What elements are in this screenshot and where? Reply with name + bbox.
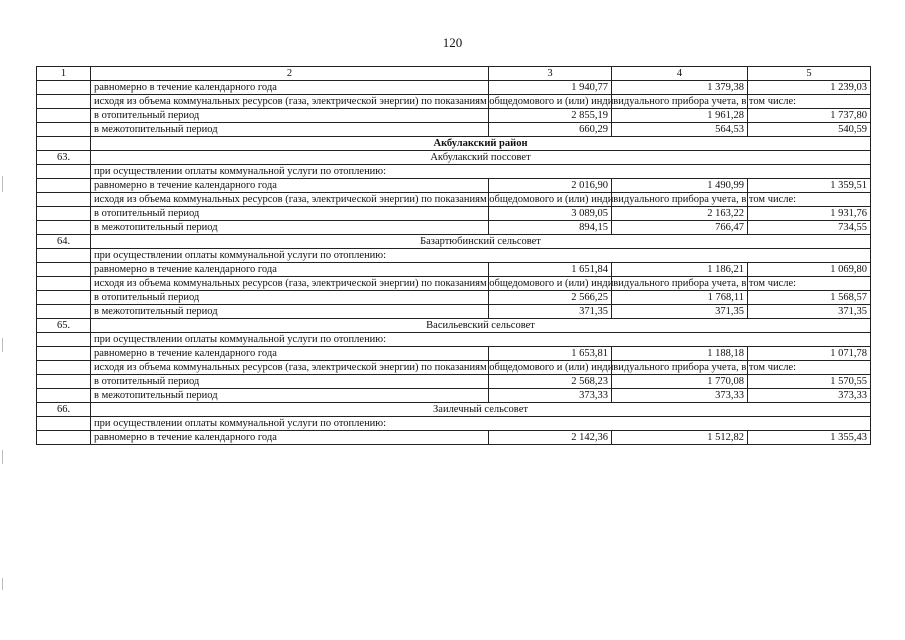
settlement-name: Васильевский сельсовет	[91, 319, 871, 333]
payment-note: при осуществлении оплаты коммунальной услуги по отоплению:	[91, 417, 871, 431]
payment-note: при осуществлении оплаты коммунальной услуги по отоплению:	[91, 249, 871, 263]
value-col-3: 1 651,84	[489, 263, 612, 277]
row-number	[37, 305, 91, 319]
row-number	[37, 389, 91, 403]
row-number	[37, 431, 91, 445]
row-number	[37, 277, 91, 291]
scan-margin-mark	[2, 176, 3, 192]
payment-note-row	[37, 417, 871, 431]
scan-margin-mark	[2, 578, 3, 590]
payment-note: при осуществлении оплаты коммунальной услуги по отоплению:	[91, 165, 871, 179]
value-col-5: 540,59	[748, 123, 871, 137]
value-col-5: 1 931,76	[748, 207, 871, 221]
row-label: в отопительный период	[91, 109, 489, 123]
value-col-4: 371,35	[612, 305, 748, 319]
value-col-5: 1 355,43	[748, 431, 871, 445]
table-row	[37, 123, 871, 137]
payment-note-row	[37, 333, 871, 347]
value-col-3: 2 568,23	[489, 375, 612, 389]
table-row	[37, 221, 871, 235]
value-col-3: 894,15	[489, 221, 612, 235]
table-row	[37, 81, 871, 95]
district-name: Акбулакский район	[91, 137, 871, 151]
row-label: равномерно в течение календарного года	[91, 347, 489, 361]
table-row	[37, 305, 871, 319]
column-number: 3	[489, 67, 612, 81]
settlement-row	[37, 319, 871, 333]
table-row	[37, 375, 871, 389]
row-label: равномерно в течение календарного года	[91, 179, 489, 193]
row-number	[37, 193, 91, 207]
scan-margin-mark	[2, 450, 3, 464]
row-label: в отопительный период	[91, 207, 489, 221]
column-number-row	[37, 67, 871, 81]
table-row	[37, 193, 871, 207]
payment-note-row	[37, 249, 871, 263]
table-row	[37, 291, 871, 305]
row-number	[37, 179, 91, 193]
row-number: 63.	[37, 151, 91, 165]
value-col-3: 2 855,19	[489, 109, 612, 123]
row-number	[37, 375, 91, 389]
row-number: 65.	[37, 319, 91, 333]
value-col-4: 1 379,38	[612, 81, 748, 95]
row-label: в межотопительный период	[91, 305, 489, 319]
value-col-3: 2 016,90	[489, 179, 612, 193]
row-label: в отопительный период	[91, 375, 489, 389]
value-col-3: 660,29	[489, 123, 612, 137]
table-row	[37, 207, 871, 221]
column-number: 4	[612, 67, 748, 81]
value-col-5: 1 359,51	[748, 179, 871, 193]
row-number	[37, 123, 91, 137]
value-col-3: 2 142,36	[489, 431, 612, 445]
row-label: равномерно в течение календарного года	[91, 81, 489, 95]
value-col-4: 766,47	[612, 221, 748, 235]
value-col-3: 1 653,81	[489, 347, 612, 361]
table-row	[37, 179, 871, 193]
value-col-4: 1 186,21	[612, 263, 748, 277]
row-number	[37, 333, 91, 347]
row-number	[37, 137, 91, 151]
district-row	[37, 137, 871, 151]
value-col-4: 1 512,82	[612, 431, 748, 445]
row-number	[37, 417, 91, 431]
row-number	[37, 109, 91, 123]
value-col-4: 564,53	[612, 123, 748, 137]
value-col-5: 1 568,57	[748, 291, 871, 305]
value-col-5: 1 570,55	[748, 375, 871, 389]
table-row	[37, 95, 871, 109]
row-number	[37, 361, 91, 375]
row-number	[37, 95, 91, 109]
value-col-5: 1 737,80	[748, 109, 871, 123]
row-label: исходя из объема коммунальных ресурсов (газа, электрической энергии) по показаниям общедомового и (или) индивидуального прибора учета, в том числе:	[91, 193, 489, 207]
table-row	[37, 263, 871, 277]
row-number	[37, 347, 91, 361]
payment-note: при осуществлении оплаты коммунальной услуги по отоплению:	[91, 333, 871, 347]
value-col-4: 1 770,08	[612, 375, 748, 389]
value-col-4: 1 961,28	[612, 109, 748, 123]
row-label: в отопительный период	[91, 291, 489, 305]
value-col-3: 373,33	[489, 389, 612, 403]
row-label: в межотопительный период	[91, 123, 489, 137]
value-col-4: 1 768,11	[612, 291, 748, 305]
row-label: исходя из объема коммунальных ресурсов (газа, электрической энергии) по показаниям общедомового и (или) индивидуального прибора учета, в том числе:	[91, 361, 489, 375]
row-number: 66.	[37, 403, 91, 417]
row-number	[37, 263, 91, 277]
settlement-name: Заилечный сельсовет	[91, 403, 871, 417]
table-row	[37, 389, 871, 403]
settlement-row	[37, 403, 871, 417]
row-number	[37, 165, 91, 179]
row-label: равномерно в течение календарного года	[91, 263, 489, 277]
tariff-table	[36, 66, 871, 445]
row-number	[37, 249, 91, 263]
value-col-5: 1 071,78	[748, 347, 871, 361]
row-number	[37, 221, 91, 235]
row-label: в межотопительный период	[91, 389, 489, 403]
value-col-3: 3 089,05	[489, 207, 612, 221]
row-label: исходя из объема коммунальных ресурсов (газа, электрической энергии) по показаниям общедомового и (или) индивидуального прибора учета, в том числе:	[91, 95, 489, 109]
value-col-4: 373,33	[612, 389, 748, 403]
settlement-row	[37, 235, 871, 249]
value-col-5: 1 069,80	[748, 263, 871, 277]
table-row	[37, 361, 871, 375]
row-number	[37, 81, 91, 95]
row-number	[37, 207, 91, 221]
row-label: равномерно в течение календарного года	[91, 431, 489, 445]
value-col-4: 2 163,22	[612, 207, 748, 221]
value-col-3: 2 566,25	[489, 291, 612, 305]
value-col-5: 1 239,03	[748, 81, 871, 95]
value-col-4: 1 490,99	[612, 179, 748, 193]
value-col-3: 371,35	[489, 305, 612, 319]
row-label: в межотопительный период	[91, 221, 489, 235]
settlement-name: Акбулакский поссовет	[91, 151, 871, 165]
scan-margin-mark	[2, 338, 3, 352]
value-col-5: 373,33	[748, 389, 871, 403]
row-label: исходя из объема коммунальных ресурсов (газа, электрической энергии) по показаниям общедомового и (или) индивидуального прибора учета, в том числе:	[91, 277, 489, 291]
settlement-row	[37, 151, 871, 165]
column-number: 2	[91, 67, 489, 81]
value-col-3: 1 940,77	[489, 81, 612, 95]
value-col-4: 1 188,18	[612, 347, 748, 361]
table-row	[37, 277, 871, 291]
value-col-5: 371,35	[748, 305, 871, 319]
page-number: 120	[442, 35, 463, 50]
table-row	[37, 347, 871, 361]
row-number: 64.	[37, 235, 91, 249]
table-row	[37, 109, 871, 123]
row-number	[37, 291, 91, 305]
value-col-5: 734,55	[748, 221, 871, 235]
table-row	[37, 431, 871, 445]
settlement-name: Базартюбинский сельсовет	[91, 235, 871, 249]
column-number: 1	[37, 67, 91, 81]
column-number: 5	[748, 67, 871, 81]
payment-note-row	[37, 165, 871, 179]
